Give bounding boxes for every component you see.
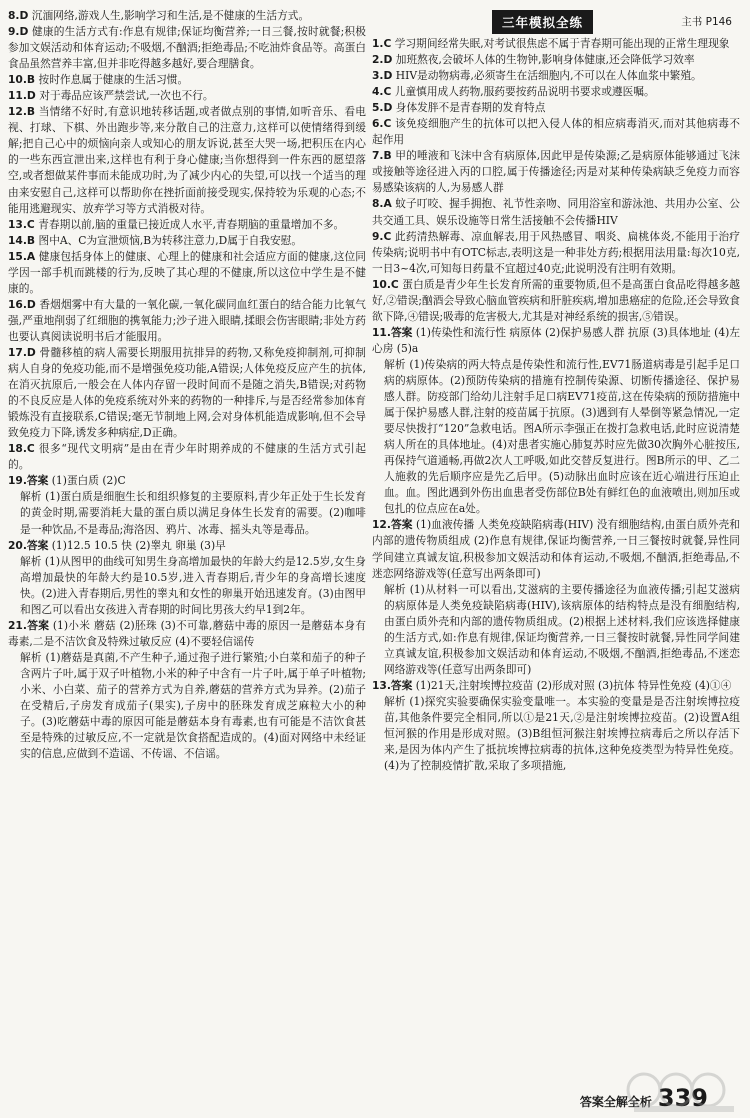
- answer-text: (1)从材料一可以看出,艾滋病的主要传播途径为血液传播;引起艾滋病的病原体是人类免疫缺陷病毒(HIV),该病原体的结构特点是没有细胞结构,由蛋白质外壳和内部的遗传物质组成。(2)根据上述材料,我们应该选择健康的生活方式,如:作息有规律,保证均衡营养,一日三餐按时就餐,异性同学间建立真诚友谊,积极参加文娱活动和体育运动,不吸烟,不酗酒,拒绝毒品,不迷恋网络游戏等(任意写出两条即可): [384, 582, 740, 676]
- explanation-label: 解析: [384, 357, 406, 371]
- question-number: 2.D: [372, 53, 393, 67]
- answer-text: (1)从图甲的曲线可知男生身高增加最快的年龄大约是12.5岁,女生身高增加最快的年龄大约是10.5岁,进入青春期后,青少年的身高增长速度快。(2)进入青春期后,男性的睾丸和女性的卵巢开始迅速发育。(3)由图甲和图乙可以看出女孩进入青春期的时间比男孩大约早1到2年。: [20, 554, 366, 616]
- left-column: [8, 8, 366, 762]
- answer-text: (1)蛋白质 (2)C: [51, 474, 126, 488]
- explanation-paragraph: [372, 582, 740, 678]
- answer-item: [8, 233, 366, 249]
- page-number: 339: [657, 1084, 708, 1112]
- answer-text: (1)21天,注射埃博拉疫苗 (2)形成对照 (3)抗体 特异性免疫 (4)①④: [415, 678, 732, 692]
- answer-text: 健康包括身体上的健康、心理上的健康和社会适应方面的健康,这位同学因一部手机而跳楼的行为,反映了其心理的不健康,所以这位中学生是不健康的。: [8, 249, 366, 295]
- answer-item: [8, 441, 366, 473]
- explanation-paragraph: [8, 554, 366, 618]
- question-number: 10.B: [8, 73, 36, 87]
- question-number: 7.B: [372, 149, 392, 163]
- answer-item: [372, 229, 740, 277]
- watermark-logo-icon: [624, 1070, 744, 1114]
- answer-text: (1)传染病的两大特点是传染性和流行性,EV71肠道病毒是引起手足口病的病原体。(2)预防传染病的措施有控制传染源、切断传播途径、保护易感人群。防疫部门给幼儿注射手足口病EV71疫苗,这在传染病的预防措施中属于保护易感人群,注射的疫苗属于抗原。(3)遇到有人晕倒等紧急情况,一定要尽快拨打“120”急救电话。图A所示李强正在拨打急救电话,此时应说清楚病人所在的具体地址。(4)对患者实施心肺复苏时应先做30次胸外心脏按压,再保持气道通畅,再做2次人工呼吸,如此交替反复进行。图B所示的甲、乙二人施救的先后顺序应是先乙后甲。(5)动脉出血时应该在近心端进行压迫止血。血。图此遇到外伤出血患者受伤部位B处有鲜红色的血液喷出,则加压或包扎的位点应在a处。: [384, 357, 740, 516]
- answer-item: [8, 104, 366, 216]
- answer-text: 骨髓移植的病人需要长期服用抗排异的药物,又称免疫抑制剂,可抑制病人自身的免疫功能,而不是增强免疫功能,A错误;人体免疫反应产生的抗体,在消灭抗原后,一般会在人体内存留一段时间而不是随之消失,B错误;对药物的不良反应是人体的免疫系统对外来的药物的一种排斥,与是否经常参加体育锻炼没有直接联系,C错误;毫无节制地上网,会对身体机能造成影响,但不会导致免疫力下降,诱发多种病症,D正确。: [8, 345, 366, 440]
- question-number: 16.D: [8, 297, 36, 311]
- question-number: 1.C: [372, 37, 392, 50]
- answer-text: (1)蛋白质是细胞生长和组织修复的主要原料,青少年正处于生长发育的黄金时期,需要消耗大量的蛋白质以满足身体生长发育的需要。(2)咖啡是一种饮品,不是毒品;海洛因、鸦片、冰毒、摇头丸等是毒品。: [20, 490, 366, 536]
- answer-text: 该免疫细胞产生的抗体可以把入侵人体的相应病毒消灭,而对其他病毒不起作用: [372, 117, 740, 147]
- right-column: [372, 8, 740, 774]
- question-number: 10.C: [372, 277, 399, 291]
- question-number: 13.答案: [372, 678, 413, 692]
- answer-text: (1)蘑菇是真菌,不产生种子,通过孢子进行繁殖;小白菜和茄子的种子含两片子叶,属于双子叶植物,小米的种子中含有一片子叶,属于单子叶植物;小米、小白菜、茄子的营养方式为自养,蘑菇的营养方式为异养。(2)茄子在受精后,子房发育成茄子(果实),子房中的胚珠发育成芝麻粒大小的种子。(3)吃蘑菇中毒的原因可能是蘑菇本身有毒素,也有可能是不洁饮食甚至是特殊的过敏反应,不一定就是饮食搭配造成的。(4)面对网络中未经证实的信息,应做到不造谣、不传谣、不信谣。: [20, 650, 366, 761]
- answer-item: [8, 538, 366, 554]
- question-number: 14.B: [8, 233, 36, 247]
- answer-text: (1)血液传播 人类免疫缺陷病毒(HIV) 没有细胞结构,由蛋白质外壳和内部的遗传物质组成 (2)作息有规律,保证均衡营养,一日三餐按时就餐,异性同学间建立真诚友谊,积极参加文娱活动和体育运动,不吸烟,不酗酒,拒绝毒品,不迷恋网络游戏等(任意写出两条即可): [372, 518, 740, 580]
- answer-item: [372, 325, 740, 357]
- question-number: 20.答案: [8, 538, 49, 552]
- explanation-paragraph: [372, 694, 740, 774]
- question-number: 9.D: [8, 25, 29, 39]
- answer-item: [8, 24, 366, 72]
- question-number: 11.答案: [372, 325, 413, 339]
- answer-item: [372, 678, 740, 694]
- question-number: 19.答案: [8, 474, 49, 488]
- answer-item: [372, 36, 740, 52]
- explanation-label: 解析: [20, 490, 42, 504]
- answer-item: [372, 84, 740, 100]
- right-body: [372, 36, 740, 774]
- answer-item: [372, 148, 740, 196]
- reference-note: 主书 P146: [681, 16, 732, 28]
- answer-text: 健康的生活方式有:作息有规律;保证均衡营养;一日三餐,按时就餐;积极参加文娱活动和体育运动;不吸烟,不酗酒;拒绝毒品;不吃油炸食品等。高蛋白食品虽然营养丰富,但并非吃得越多越好,要合理膳食。: [8, 25, 366, 71]
- answer-text: 身体发胖不是青春期的发育特点: [395, 101, 546, 115]
- answer-item: [372, 52, 740, 68]
- question-number: 8.D: [8, 9, 29, 22]
- explanation-label: 解析: [384, 582, 406, 596]
- answer-text: 加班熬夜,会破坏人体的生物钟,影响身体健康,还会降低学习效率: [395, 53, 695, 67]
- answer-text: 沉湎网络,游戏人生,影响学习和生活,是不健康的生活方式。: [31, 9, 310, 22]
- answer-text: (1)传染性和流行性 病原体 (2)保护易感人群 抗原 (3)具体地址 (4)左心房 (5)a: [372, 325, 741, 355]
- explanation-label: 解析: [20, 554, 42, 568]
- question-number: 12.B: [8, 105, 36, 119]
- section-badge: 三年模拟全练: [492, 10, 593, 34]
- question-number: 15.A: [8, 249, 36, 263]
- answer-text: 香烟烟雾中有大量的一氧化碳,一氧化碳同血红蛋白的结合能力比氧气强,严重地削弱了红细胞的携氧能力;沙子进入眼睛,揉眼会伤害眼睛;非处方药也要认真阅读说明书后才能服用。: [8, 297, 366, 343]
- question-number: 5.D: [372, 101, 393, 115]
- answer-item: [8, 72, 366, 88]
- answer-text: 儿童慎用成人药物,服药要按药品说明书要求或遵医嘱。: [394, 85, 655, 99]
- answer-item: [8, 217, 366, 233]
- answer-item: [8, 249, 366, 297]
- question-number: 11.D: [8, 89, 36, 103]
- answer-item: [372, 116, 740, 148]
- question-number: 3.D: [372, 69, 393, 83]
- answer-text: (1)探究实验要确保实验变量唯一。本实验的变量是是否注射埃博拉疫苗,其他条件要完全相同,所以①是21天,②是注射埃博拉疫苗。(2)设置A组恒河猴的作用是形成对照。(3)B组恒河猴注射埃博拉病毒后之所以存活下来,是因为体内产生了抵抗埃博拉病毒的抗体,这种免疫类型为特异性免疫。(4)为了控制疫情扩散,采取了多项措施,: [384, 694, 740, 773]
- explanation-label: 解析: [384, 694, 406, 708]
- answer-item: [372, 277, 740, 325]
- answer-item: [8, 345, 366, 441]
- answer-text: HIV是动物病毒,必须寄生在活细胞内,不可以在人体血浆中繁殖。: [395, 69, 702, 83]
- question-number: 17.D: [8, 345, 36, 359]
- answer-text: 甲的唾液和飞沫中含有病原体,因此甲是传染源;乙是病原体能够通过飞沫或接触等途径进入丙的口腔,属于传播途径;丙是对某种传染病缺乏免疫力而容易感染该病的人,为易感人群: [372, 149, 740, 195]
- answer-text: 图中A、C为宣泄烦恼,B为转移注意力,D属于自我安慰。: [38, 233, 303, 247]
- footer-title: 答案全解全析: [579, 1095, 652, 1109]
- explanation-paragraph: [372, 357, 740, 517]
- answer-text: 青春期以前,脑的重量已接近成人水平,青春期脑的重量增加不多。: [38, 217, 345, 231]
- explanation-paragraph: [8, 489, 366, 537]
- question-number: 21.答案: [8, 618, 50, 632]
- answer-item: [8, 618, 366, 650]
- answer-item: [372, 68, 740, 84]
- explanation-paragraph: [8, 650, 366, 762]
- answer-text: 蚊子叮咬、握手拥抱、礼节性亲吻、同用浴室和游泳池、共用办公室、公共交通工具、娱乐设施等日常生活接触不会传播HIV: [372, 197, 740, 227]
- explanation-label: 解析: [20, 650, 42, 664]
- answer-text: 蛋白质是青少年生长发育所需的重要物质,但不是高蛋白食品吃得越多越好,②错误;酗酒会导致心脑血管疾病和肝脏疾病,增加患癌症的危险,还会导致食欲下降,④错误;吸毒的危害极大,尤其是对神经系统的损害,⑤错误。: [372, 277, 740, 323]
- question-number: 13.C: [8, 217, 35, 231]
- question-number: 6.C: [372, 117, 392, 131]
- answer-text: 学习期间经常失眠,对考试很焦虑不属于青春期可能出现的正常生理现象: [394, 37, 730, 50]
- answer-text: 此药清热解毒、凉血解表,用于风热感冒、咽炎、扁桃体炎,不能用于治疗传染病;说明书中有OTC标志,表明这是一种非处方药;根据用法用量:每次10克,一日3~4次,可知每日药量不宜超过40克;此说明没有注明有效期。: [372, 229, 740, 275]
- question-number: 8.A: [372, 197, 392, 211]
- answer-item: [8, 297, 366, 345]
- answer-item: [372, 100, 740, 116]
- answer-item: [8, 8, 366, 24]
- section-header: [372, 8, 740, 34]
- question-number: 12.答案: [372, 518, 413, 532]
- answer-text: 对于毒品应该严禁尝试,一次也不行。: [39, 89, 214, 103]
- answer-item: [8, 473, 366, 489]
- answer-text: 当情绪不好时,有意识地转移话题,或者做点别的事情,如听音乐、看电视、打球、下棋、外出跑步等,来分散自己的注意力,这样可以使情绪得到缓解;把自己心中的烦恼向亲人或知心的朋友诉说,甚至大哭一场,把积压在内心的一些东西宣泄出来,这样也有利于身心健康;当你想得到一件东西的愿望落空,或者想做某件事而未能成功时,为了减少内心的失望,可以找一个适当的理由来安慰自己,这样可以帮助你在挫折面前接受现实,保持较为乐观的心态;不能用逃避现实、放弃学习等方式消极对待。: [8, 105, 366, 215]
- answer-text: 按时作息属于健康的生活习惯。: [38, 73, 189, 87]
- answer-item: [372, 196, 740, 228]
- question-number: 4.C: [372, 85, 392, 99]
- answer-text: 很多“现代文明病”是由在青少年时期养成的不健康的生活方式引起的。: [8, 442, 366, 472]
- answer-text: (1)小米 蘑菇 (2)胚珠 (3)不可靠,蘑菇中毒的原因一是蘑菇本身有毒素,二是不洁饮食及特殊过敏反应 (4)不要轻信谣传: [8, 618, 366, 648]
- answer-text: (1)12.5 10.5 快 (2)睾丸 卵巢 (3)早: [51, 538, 226, 552]
- question-number: 9.C: [372, 229, 392, 243]
- answer-item: [372, 517, 740, 581]
- question-number: 18.C: [8, 442, 35, 456]
- answer-item: [8, 88, 366, 104]
